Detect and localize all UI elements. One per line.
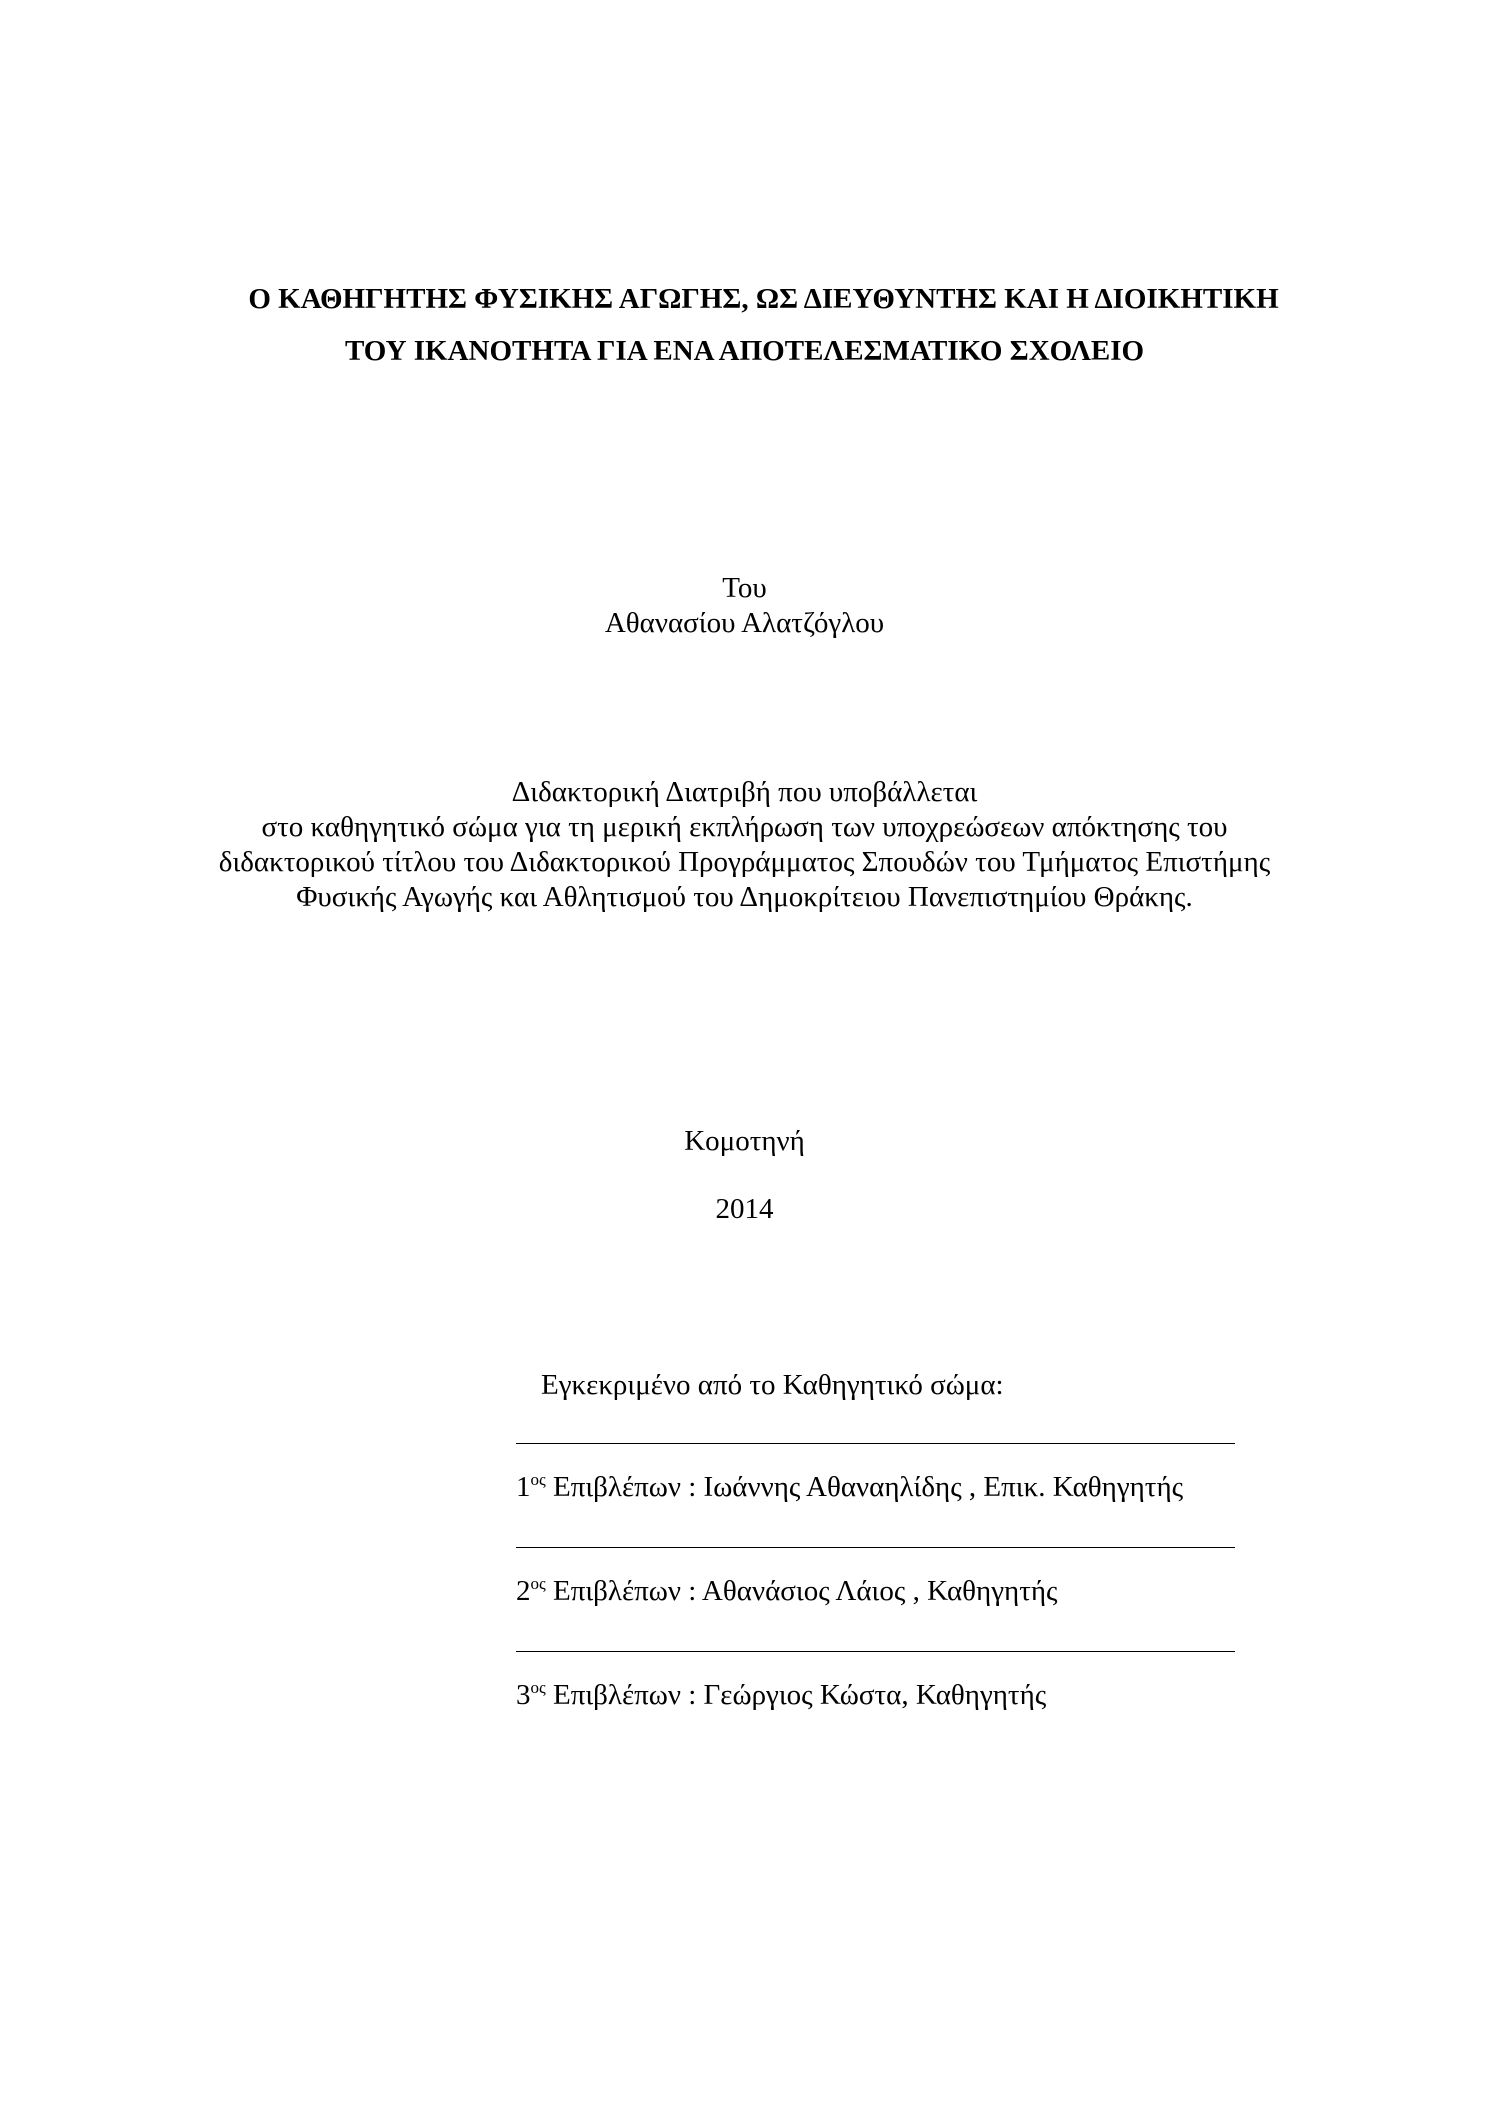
thesis-title-line-1: Ο ΚΑΘΗΓΗΤΗΣ ΦΥΣΙΚΗΣ ΑΓΩΓΗΣ, ΩΣ ΔΙΕΥΘΥΝΤΗΣ ΚΑΙ Η ΔΙΟΙΚΗΤΙΚΗ [248, 283, 1279, 315]
author-name: Αθανασίου Αλατζόγλου [604, 607, 885, 639]
description-line-3: διδακτορικού τίτλου του Διδακτορικού Προγράμματος Σπουδών του Τμήματος Επιστήμης [218, 846, 1271, 878]
supervisor-2-number: 2 [516, 1575, 531, 1607]
supervisor-2-ordinal: ος [530, 1574, 546, 1593]
place: Κομοτηνή [684, 1125, 805, 1157]
supervisor-3-number: 3 [516, 1679, 531, 1711]
description-line-2: στο καθηγητικό σώμα για τη μερική εκπλήρωση των υποχρεώσεων απόκτησης του [261, 811, 1228, 843]
supervisor-1-ordinal: ος [530, 1470, 546, 1489]
supervisor-3-ordinal: ος [530, 1678, 546, 1697]
description-line-1: Διδακτορική Διατριβή που υποβάλλεται [511, 776, 978, 808]
supervisor-2-text: Επιβλέπων : Αθανάσιος Λάιος , Καθηγητής [545, 1575, 1058, 1607]
signature-line-2 [516, 1547, 1235, 1548]
signature-line-3 [516, 1651, 1235, 1652]
supervisor-1-number: 1 [516, 1471, 531, 1503]
approval-heading: Εγκεκριμένο από το Καθηγητικό σώμα: [541, 1369, 1004, 1401]
year: 2014 [715, 1193, 774, 1225]
supervisor-3-text: Επιβλέπων : Γεώργιος Κώστα, Καθηγητής [545, 1679, 1047, 1711]
signature-line-1 [516, 1443, 1235, 1444]
thesis-title-line-2: ΤΟΥ ΙΚΑΝΟΤΗΤΑ ΓΙΑ ΕΝΑ ΑΠΟΤΕΛΕΣΜΑΤΙΚΟ ΣΧΟΛΕΙΟ [344, 335, 1145, 367]
supervisor-3 [516, 1677, 1046, 1713]
supervisor-1 [516, 1469, 1183, 1505]
author-prefix: Του [722, 572, 767, 604]
description-line-4: Φυσικής Αγωγής και Αθλητισμού του Δημοκρίτειου Πανεπιστημίου Θράκης. [296, 881, 1193, 913]
supervisor-2 [516, 1573, 1058, 1609]
supervisor-1-text: Επιβλέπων : Ιωάννης Αθαναηλίδης , Επικ. Καθηγητής [545, 1471, 1184, 1503]
